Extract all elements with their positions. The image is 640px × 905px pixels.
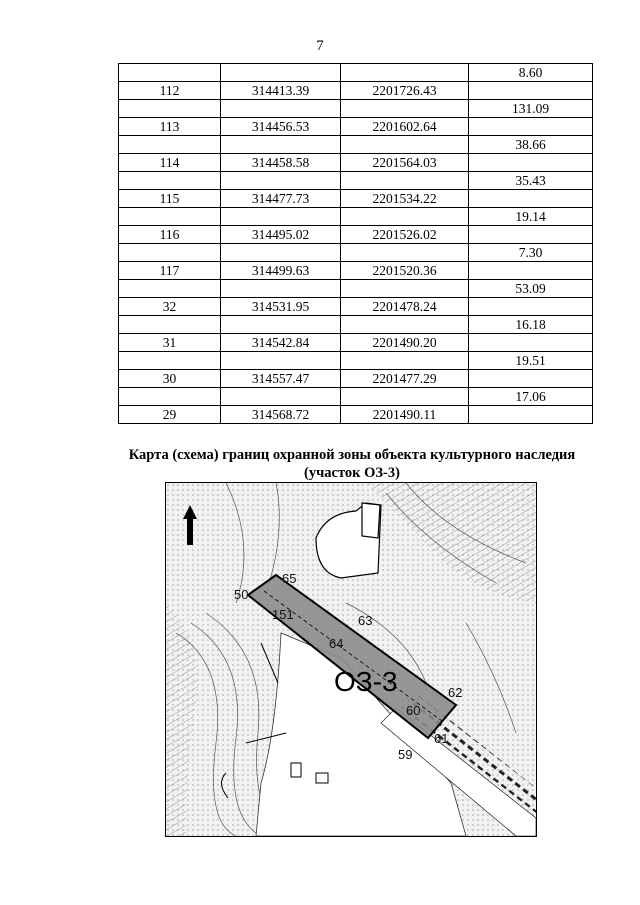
cell-distance: 53.09 xyxy=(469,280,593,298)
cell-distance: 16.18 xyxy=(469,316,593,334)
cell-x xyxy=(221,244,341,262)
cell-point-number xyxy=(119,100,221,118)
page-number: 7 xyxy=(316,38,324,54)
cell-x xyxy=(221,172,341,190)
cell-distance xyxy=(469,370,593,388)
cell-y xyxy=(341,244,469,262)
cell-point-number xyxy=(119,64,221,82)
cell-point-number: 31 xyxy=(119,334,221,352)
point-label-62: 62 xyxy=(448,685,463,700)
cell-point-number xyxy=(119,280,221,298)
cell-x: 314413.39 xyxy=(221,82,341,100)
table-row-point xyxy=(119,406,593,424)
caption-line-2: (участок ОЗ-3) xyxy=(304,465,400,481)
cell-x xyxy=(221,64,341,82)
zone-label: ОЗ-3 xyxy=(334,666,398,697)
cell-distance: 19.51 xyxy=(469,352,593,370)
cell-point-number xyxy=(119,172,221,190)
cell-distance xyxy=(469,154,593,172)
building-wing xyxy=(362,503,380,538)
cell-x: 314477.73 xyxy=(221,190,341,208)
cell-y xyxy=(341,136,469,154)
cell-y xyxy=(341,280,469,298)
cell-y: 2201477.29 xyxy=(341,370,469,388)
cell-distance xyxy=(469,262,593,280)
cell-x: 314542.84 xyxy=(221,334,341,352)
table-row-point xyxy=(119,334,593,352)
cell-x xyxy=(221,388,341,406)
coordinates-table xyxy=(118,63,593,424)
table-row-distance xyxy=(119,388,593,406)
cell-x xyxy=(221,136,341,154)
cell-x xyxy=(221,316,341,334)
cell-distance xyxy=(469,82,593,100)
table-row-point xyxy=(119,226,593,244)
table-row-distance xyxy=(119,316,593,334)
cell-distance: 7.30 xyxy=(469,244,593,262)
cell-x: 314495.02 xyxy=(221,226,341,244)
cell-y xyxy=(341,388,469,406)
cell-point-number: 113 xyxy=(119,118,221,136)
cell-point-number: 115 xyxy=(119,190,221,208)
caption-line-1: Карта (схема) границ охранной зоны объекта культурного наследия xyxy=(128,447,576,463)
cell-point-number xyxy=(119,388,221,406)
cell-x xyxy=(221,208,341,226)
cell-x xyxy=(221,100,341,118)
point-label-63: 63 xyxy=(358,613,373,628)
point-label-60: 60 xyxy=(406,703,421,718)
table-row-distance xyxy=(119,352,593,370)
map-caption xyxy=(108,446,596,482)
table-row-distance xyxy=(119,280,593,298)
cell-point-number xyxy=(119,208,221,226)
cell-x: 314458.58 xyxy=(221,154,341,172)
table-row-distance xyxy=(119,64,593,82)
cell-y: 2201526.02 xyxy=(341,226,469,244)
cell-x: 314531.95 xyxy=(221,298,341,316)
table-row-point xyxy=(119,298,593,316)
cell-point-number xyxy=(119,136,221,154)
cell-point-number: 114 xyxy=(119,154,221,172)
cell-distance: 8.60 xyxy=(469,64,593,82)
cell-x xyxy=(221,352,341,370)
table-row-distance xyxy=(119,100,593,118)
cell-distance: 35.43 xyxy=(469,172,593,190)
cadastral-map xyxy=(165,482,537,837)
point-label-64: 64 xyxy=(329,636,344,651)
cell-point-number: 32 xyxy=(119,298,221,316)
cell-point-number xyxy=(119,316,221,334)
cell-y: 2201564.03 xyxy=(341,154,469,172)
table-row-point xyxy=(119,190,593,208)
table-row-point xyxy=(119,370,593,388)
cell-y: 2201726.43 xyxy=(341,82,469,100)
cell-distance xyxy=(469,334,593,352)
point-label-59: 59 xyxy=(398,747,413,762)
cell-distance: 38.66 xyxy=(469,136,593,154)
cell-point-number: 29 xyxy=(119,406,221,424)
cell-y xyxy=(341,64,469,82)
cell-y: 2201602.64 xyxy=(341,118,469,136)
table-row-point xyxy=(119,82,593,100)
table-row-point xyxy=(119,154,593,172)
table-row-point xyxy=(119,262,593,280)
cell-y xyxy=(341,172,469,190)
point-label-61: 61 xyxy=(434,731,449,746)
cell-x: 314456.53 xyxy=(221,118,341,136)
cell-y xyxy=(341,316,469,334)
cell-y: 2201490.11 xyxy=(341,406,469,424)
table-row-distance xyxy=(119,244,593,262)
cell-distance: 19.14 xyxy=(469,208,593,226)
cell-point-number: 30 xyxy=(119,370,221,388)
cell-point-number xyxy=(119,352,221,370)
table-row-distance xyxy=(119,208,593,226)
cell-y: 2201490.20 xyxy=(341,334,469,352)
point-label-65: 65 xyxy=(282,571,297,586)
cell-y: 2201478.24 xyxy=(341,298,469,316)
cell-point-number: 117 xyxy=(119,262,221,280)
cell-point-number: 112 xyxy=(119,82,221,100)
cell-point-number: 116 xyxy=(119,226,221,244)
cell-x: 314568.72 xyxy=(221,406,341,424)
cell-distance xyxy=(469,406,593,424)
cell-y xyxy=(341,208,469,226)
point-label-50: 50 xyxy=(234,587,249,602)
cell-distance xyxy=(469,190,593,208)
cell-distance xyxy=(469,298,593,316)
table-row-distance xyxy=(119,172,593,190)
cell-distance xyxy=(469,118,593,136)
cell-y: 2201520.36 xyxy=(341,262,469,280)
cell-distance: 131.09 xyxy=(469,100,593,118)
cell-distance xyxy=(469,226,593,244)
cell-x: 314557.47 xyxy=(221,370,341,388)
cell-distance: 17.06 xyxy=(469,388,593,406)
cell-x: 314499.63 xyxy=(221,262,341,280)
cell-x xyxy=(221,280,341,298)
cell-y: 2201534.22 xyxy=(341,190,469,208)
map-drawing xyxy=(166,483,536,836)
point-label-151: 151 xyxy=(272,607,294,622)
cell-point-number xyxy=(119,244,221,262)
cell-y xyxy=(341,100,469,118)
table-row-distance xyxy=(119,136,593,154)
cell-y xyxy=(341,352,469,370)
table-row-point xyxy=(119,118,593,136)
